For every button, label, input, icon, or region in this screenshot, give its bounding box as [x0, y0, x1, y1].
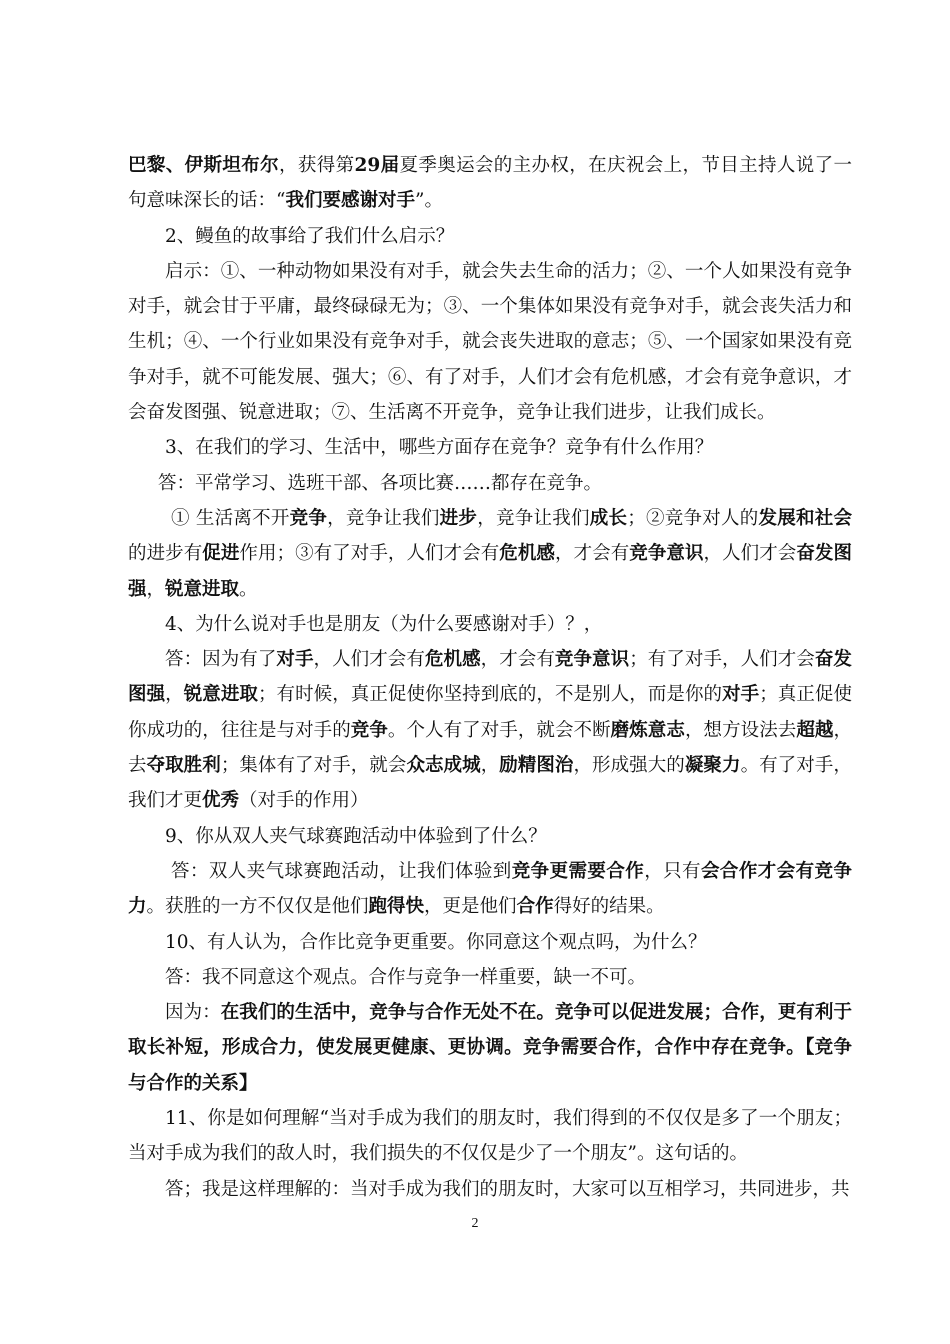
bold-text: 竞争	[350, 719, 388, 741]
text-run: ，才会有	[555, 543, 630, 565]
text-run: 3、在我们的学习、生活中，哪些方面存在竞争？竞争有什么作用？	[165, 437, 714, 459]
paragraph	[128, 501, 852, 607]
bold-text: 竞争	[289, 507, 328, 529]
bold-text: 危机感	[424, 649, 481, 671]
text-run: 答：因为有了	[165, 649, 277, 671]
text-run: ；有时候，真正促使你坚持到底的，不是别人，而是你的	[257, 684, 723, 706]
bold-text: 跑得快	[368, 896, 425, 918]
bold-text: 发展和社会	[758, 507, 852, 529]
bold-text: 成长	[589, 507, 628, 529]
text-run: ，获得第	[278, 155, 355, 176]
text-run: ；有了对手，人们才会	[629, 649, 815, 671]
bold-text: 我们要感谢对手	[285, 190, 415, 212]
text-run: 。个人有了对手，就会不断	[387, 719, 611, 741]
text-run: （对手的作用）	[239, 790, 369, 812]
text-run: 。有了对手，我们才更	[128, 755, 852, 812]
text-run: 11、你是如何理解“当对手成为我们的朋友时，我们得到的不仅仅是多了一个朋友；当对手成为我们的敌人时，我们损失的不仅仅是少了一个朋友”。这句话的。	[128, 1108, 852, 1165]
text-run: 10、有人认为，合作比竞争更重要。你同意这个观点吗，为什么？	[165, 931, 707, 953]
bold-text: 对手	[722, 684, 760, 706]
paragraph	[128, 995, 852, 1101]
text-run: 答：双人夹气球赛跑活动，让我们体验到	[171, 860, 512, 882]
bold-text: 励精图治	[499, 755, 574, 777]
paragraph	[128, 254, 852, 430]
text-run: ，竞争让我们	[477, 507, 590, 529]
paragraph	[128, 1172, 852, 1207]
bold-text: 优秀	[202, 790, 240, 812]
paragraph	[128, 466, 852, 501]
text-run: 。获胜的一方不仅仅是他们	[146, 896, 369, 918]
paragraph	[128, 925, 852, 960]
paragraph	[128, 960, 852, 995]
text-run: 。	[239, 578, 258, 600]
bold-text: 超越	[796, 719, 834, 741]
text-run: ，人们才会	[703, 543, 797, 565]
bold-text: 锐意进取	[165, 578, 240, 600]
page-number: 2	[471, 1216, 479, 1231]
text-run: 答：平常学习、选班干部、各项比赛……都存在竞争。	[158, 472, 603, 494]
bold-text: 锐意进取	[183, 684, 258, 706]
text-run: ，人们才会有	[313, 649, 425, 671]
bold-text: 竞争意识	[554, 649, 630, 671]
text-run: ，去	[128, 719, 852, 777]
bold-text: 竞争意识	[629, 543, 704, 565]
text-run: ，更是他们	[424, 896, 517, 918]
paragraph	[128, 430, 852, 465]
paragraph	[128, 854, 852, 925]
bold-text: 会合作才会有竞争力	[128, 860, 852, 918]
paragraph	[128, 148, 852, 219]
bold-text: 在我们的生活中，竞争与合作无处不在。竞争可以促进发展；合作，更有利于取长补短，形成合力，使发展更健康、更协调。竞争需要合作，合作中存在竞争。【竞争与合作的关系】	[128, 1002, 852, 1094]
text-run: ，形成强大的	[573, 755, 685, 777]
text-run: ；②竞争对人的	[627, 507, 759, 529]
bold-text: 巴黎、伊斯坦布尔	[128, 155, 279, 176]
paragraph	[128, 219, 852, 254]
text-run: ，	[165, 684, 184, 706]
bold-text: 对手	[276, 649, 314, 671]
paragraph	[128, 607, 852, 642]
text-run: 夏季奥运会的主办权，在庆祝会上，节目主持人说了一句意味深长的话：“	[128, 155, 852, 212]
text-run: 答；我是这样理解的：当对手成为我们的朋友时，大家可以互相学习，共同进步，共	[165, 1178, 850, 1200]
text-run: 作用；③有了对手，人们才会有	[239, 543, 500, 565]
text-run: ”。	[414, 190, 443, 212]
bold-text: 危机感	[499, 543, 555, 565]
text-run: ，想方设法去	[684, 719, 797, 741]
text-run: 2、鳗鱼的故事给了我们什么启示？	[165, 225, 455, 247]
text-run: 答：我不同意这个观点。合作与竞争一样重要，缺一不可。	[165, 966, 647, 988]
text-run: 4、为什么说对手也是朋友（为什么要感谢对手）？，	[165, 613, 603, 635]
text-run: ，只有	[644, 860, 701, 882]
bold-text: 奋发图强	[128, 543, 852, 600]
text-run: 因为：	[165, 1002, 221, 1024]
text-run: ；真正促使你成功的，往往是与对手的	[128, 684, 852, 741]
bold-text: 竞争更需要合作	[511, 860, 645, 882]
text-run: 得好的结果。	[553, 896, 665, 918]
bold-text: 夺取胜利	[146, 755, 221, 777]
text-run: ，	[480, 755, 500, 777]
paragraph	[128, 819, 852, 854]
paragraph	[128, 1101, 852, 1172]
text-run: ，才会有	[480, 649, 555, 671]
text-run: ，	[146, 578, 166, 600]
text-run: 的进步有	[128, 543, 203, 565]
document-body	[128, 148, 852, 1207]
text-run: ；集体有了对手，就会	[220, 755, 407, 777]
bold-text: 凝聚力	[684, 755, 741, 777]
paragraph	[128, 642, 852, 818]
text-run: 启示：①、一种动物如果没有对手，就会失去生命的活力；②、一个人如果没有竞争对手，就会甘于平庸，最终碌碌无为；③、一个集体如果没有竞争对手，就会丧失活力和生机；④、一个行业如果没有竞争对手，就会丧失进取的意志；⑤、一个国家如果没有竞争对手，就不可能发展、强大；⑥、有了对手，人们才会有危机感，才会有竞争意识，才会奋发图强、锐意进取；⑦、生活离不开竞争，竞争让我们进步，让我们成长。	[128, 260, 852, 424]
bold-text: 众志成城	[406, 755, 481, 777]
bold-text: 合作	[516, 896, 554, 918]
bold-text: 进步	[439, 507, 478, 529]
bold-text: 29届	[354, 155, 400, 176]
bold-text: 奋发图强	[128, 649, 852, 706]
text-run: ，竞争让我们	[327, 507, 440, 529]
text-run: ① 生活离不开	[171, 507, 290, 529]
text-run: 9、你从双人夹气球赛跑活动中体验到了什么？	[165, 825, 547, 847]
bold-text: 促进	[202, 543, 240, 565]
bold-text: 磨炼意志	[610, 719, 685, 741]
